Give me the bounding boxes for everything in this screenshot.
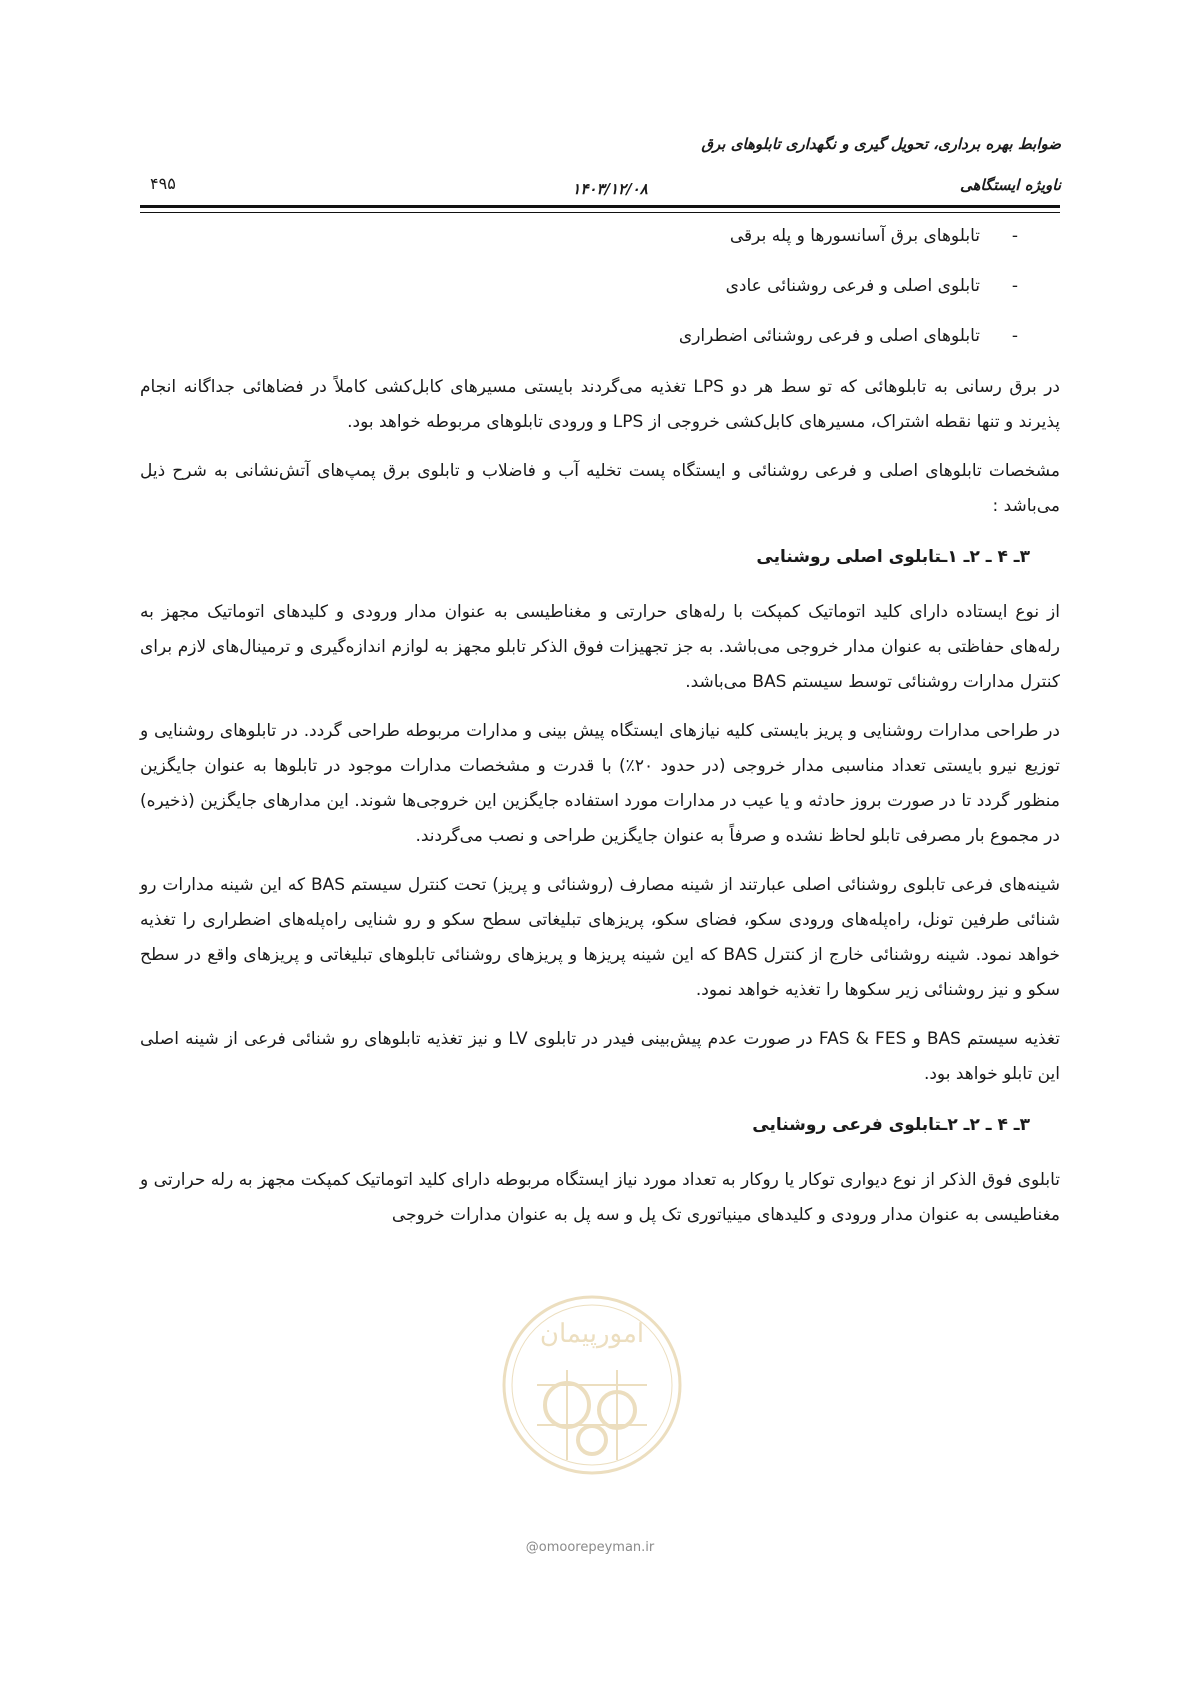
list-item-text: تابلوی اصلی و فرعی روشنائی عادی bbox=[725, 276, 980, 296]
section-heading: ۳ـ ۴ ـ ۲ـ ۲ـتابلوی فرعی روشنایی bbox=[752, 1115, 1030, 1135]
list-item-text: تابلوهای اصلی و فرعی روشنائی اضطراری bbox=[678, 326, 980, 346]
watermark-url: @omoorepeyman.ir bbox=[525, 1540, 655, 1555]
watermark-inner-ring bbox=[512, 1305, 672, 1465]
list-item bbox=[140, 220, 1060, 253]
list-item bbox=[140, 320, 1060, 353]
grid-icon bbox=[537, 1370, 647, 1460]
page-number: ۴۹۵ bbox=[150, 174, 176, 193]
watermark-logo-text: امورپیمان bbox=[539, 1319, 645, 1349]
paragraph: از نوع ایستاده دارای کلید اتوماتیک کمپکت با رله‌های حرارتی و مغناطیسی به عنوان مدار ورودی و کلیدهای اتوماتیک مجهز به رله‌های حفاظتی به عنوان مدار خروجی می‌باشد. به جز تجهیزات فوق الذکر تابلو مجهز به لوازم اندازه‌گیری و ترمینال‌های لازم برای کنترل مدارات روشنائی توسط سیستم BAS می‌باشد. bbox=[140, 602, 1060, 692]
bullet-marker: - bbox=[1011, 326, 1018, 346]
watermark-ring bbox=[504, 1297, 680, 1473]
header-title: ضوابط بهره برداری، تحویل گیری و نگهداری تابلوهای برق bbox=[701, 135, 1061, 153]
list-item-text: تابلوهای برق آسانسورها و پله برقی bbox=[729, 226, 980, 246]
paragraph: در طراحی مدارات روشنایی و پریز بایستی کلیه نیازهای ایستگاه پیش بینی و مدارات مربوطه طراحی گردد. در تابلوهای روشنایی و توزیع نیرو بایستی تعداد مناسبی مدار خروجی (در حدود ۲۰٪) با قدرت و مشخصات مدارات موجود در تابلوها به عنوان جایگزین منظور گردد تا در صورت بروز حادثه و یا عیب در مدارات مورد استفاده جایگزین این خروجی‌ها شوند. این مدارهای جایگزین (ذخیره) در مجموع بار مصرفی تابلو لحاظ نشده و صرفاً به عنوان جایگزین طراحی و نصب می‌گردند. bbox=[140, 721, 1060, 846]
header-rule-thin bbox=[140, 212, 1060, 213]
list-item bbox=[140, 270, 1060, 303]
section-heading: ۳ـ ۴ ـ ۲ـ ۱ـتابلوی اصلی روشنایی bbox=[756, 547, 1030, 567]
paragraph: تابلوی فوق الذکر از نوع دیواری توکار یا روکار به تعداد مورد نیاز ایستگاه مربوطه دارای کلید اتوماتیک کمپکت مجهز به رله حرارتی و مغناطیسی به عنوان مدار ورودی و کلیدهای مینیاتوری تک پل و سه پل به عنوان مدارات خروجی bbox=[140, 1170, 1060, 1225]
header-rule-thick bbox=[140, 205, 1060, 208]
bullet-marker: - bbox=[1011, 276, 1018, 296]
header-date: ۱۴۰۳/۱۲/۰۸ bbox=[572, 180, 648, 198]
document-body bbox=[140, 220, 1060, 1247]
bullet-list bbox=[140, 220, 1060, 353]
paragraph: شینه‌های فرعی تابلوی روشنائی اصلی عبارتند از شینه مصارف (روشنائی و پریز) تحت کنترل سیستم BAS که این شینه مدارات رو شنائی طرفین تونل، راه‌پله‌های ورودی سکو، فضای سکو، پریزهای تبلیغاتی سطح سکو و رو شنایی راه‌پله‌های اضطراری را تغذیه خواهد نمود. شینه روشنائی خارج از کنترل BAS که این شینه پریزها و پریزهای روشنائی تابلوهای تبلیغاتی و پریزهای واقع در سطح سکو و نیز روشنائی زیر سکوها را تغذیه خواهد نمود. bbox=[140, 875, 1060, 1000]
paragraph: در برق رسانی به تابلوهائی که تو سط هر دو LPS تغذیه می‌گردند بایستی مسیرهای کابل‌کشی کاملاً در فضاهائی جداگانه انجام پذیرند و تنها نقطه اشتراک، مسیرهای کابل‌کشی خروجی از LPS و ورودی تابلوهای مربوطه خواهد بود. bbox=[140, 377, 1060, 432]
paragraph: مشخصات تابلوهای اصلی و فرعی روشنائی و ایستگاه پست تخلیه آب و فاضلاب و تابلوی برق پمپ‌های آتش‌نشانی به شرح ذیل می‌باشد : bbox=[140, 461, 1060, 516]
paragraph: تغذیه سیستم BAS و FAS & FES در صورت عدم پیش‌بینی فیدر در تابلوی LV و نیز تغذیه تابلوهای رو شنائی فرعی از شینه اصلی این تابلو خواهد بود. bbox=[140, 1029, 1060, 1084]
header-subtitle: ناویژه ایستگاهی bbox=[959, 176, 1061, 194]
watermark-logo bbox=[497, 1290, 687, 1480]
gear-icon bbox=[545, 1383, 635, 1454]
bullet-marker: - bbox=[1011, 226, 1018, 246]
